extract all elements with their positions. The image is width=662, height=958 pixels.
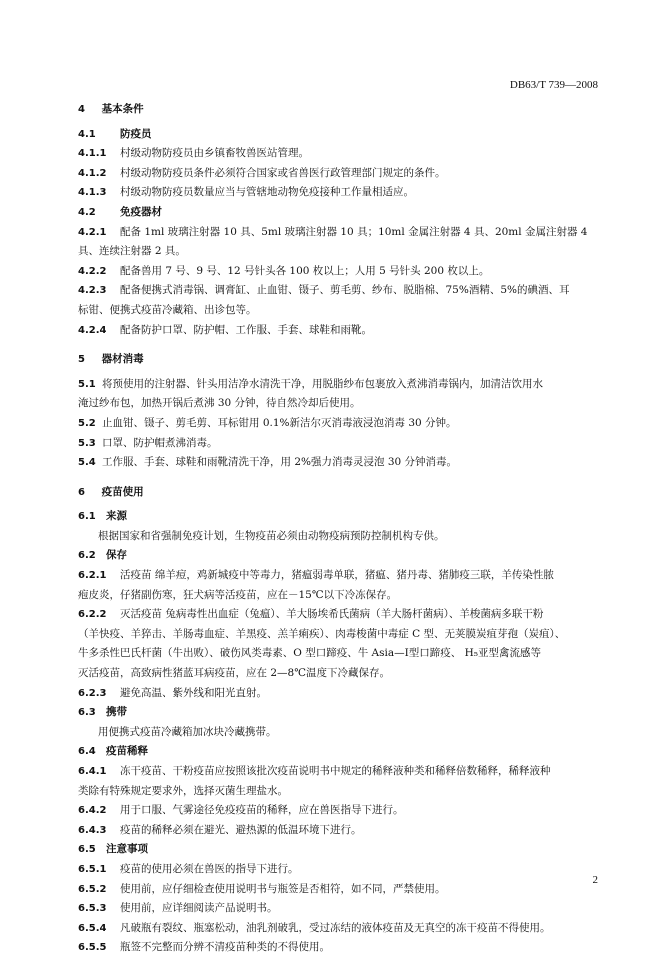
clause-text-continued: 灭活疫苗，高致病性猪蓝耳病疫苗，应在 2—8℃温度下冷藏保存。 — [78, 667, 390, 680]
clause-number: 4.2.3 — [78, 285, 107, 297]
clause — [78, 684, 598, 704]
clause — [78, 919, 598, 939]
clause-number: 6.4.3 — [78, 824, 107, 836]
clause — [78, 880, 598, 900]
clause-number: 6.5.4 — [78, 922, 107, 934]
clause-text: 配备防护口罩、防护帽、工作服、手套、球鞋和雨靴。 — [120, 323, 372, 336]
clause-number: 5.2 — [78, 417, 96, 429]
clause-text-continued: 标钳、便携式疫苗冷藏箱、出诊包等。 — [78, 303, 257, 316]
subsection-heading — [78, 703, 598, 723]
clause-text: 避免高温、紫外线和阳光直射。 — [120, 686, 267, 699]
clause — [78, 281, 598, 301]
clause-number: 6.5.5 — [78, 942, 107, 954]
clause — [78, 801, 598, 821]
clause-text: 村级动物防疫员由乡镇畜牧兽医站管理。 — [120, 147, 309, 160]
clause — [78, 860, 598, 880]
clause — [78, 321, 598, 341]
clause-text: 冻干疫苗、干粉疫苗应按照该批次疫苗说明书中规定的稀释液种类和稀释倍数稀释，稀释液种 — [120, 765, 551, 777]
section-number: 5 — [78, 354, 85, 366]
subsection-number: 6.4 — [78, 746, 96, 758]
clause-text: 疫苗的使用必须在兽医的指导下进行。 — [120, 862, 299, 875]
section-heading — [78, 483, 598, 503]
paragraph: 根据国家和省强制免疫计划，生物疫苗必须由动物疫病预防控制机构专供。 — [98, 529, 445, 542]
clause-number: 5.1 — [78, 378, 96, 390]
clause-text: 村级动物防疫员条件必须符合国家或省兽医行政管理部门规定的条件。 — [120, 166, 446, 179]
clause — [78, 821, 598, 841]
clause-text: 用于口服、气雾途径免疫疫苗的稀释，应在兽医指导下进行。 — [120, 804, 404, 817]
clause — [78, 899, 598, 919]
clause-number: 6.2.2 — [78, 609, 107, 621]
clause-text: 止血钳、镊子、剪毛剪、耳标钳用 0.1%新洁尔灭消毒液浸泡消毒 30 分钟。 — [102, 416, 457, 429]
paragraph: 用便携式疫苗冷藏箱加冰块冷藏携带。 — [98, 725, 277, 738]
subsection-title: 携带 — [106, 706, 127, 719]
clause-text: 将预使用的注射器、针头用洁净水清洗干净，用脱脂纱布包裹放入煮沸消毒锅内，加清洁饮用水 — [102, 377, 543, 390]
clause-text-continued: 类除有特殊规定要求外，选择灭菌生理盐水。 — [78, 784, 288, 797]
clause-text-continued: 牛多杀性巴氏杆菌（牛出败）、破伤风类毒素、O 型口蹄疫、牛 Asia—Ⅰ型口蹄疫、 H₅亚型禽流感等 — [78, 647, 541, 660]
subsection-number: 4.1 — [78, 128, 96, 140]
document-number: DB63/T 739—2008 — [509, 79, 598, 91]
clause-number: 4.1.1 — [78, 148, 107, 160]
clause — [78, 762, 598, 782]
clause-number: 5.3 — [78, 437, 96, 449]
clause — [78, 938, 598, 958]
clause-number: 5.4 — [78, 457, 96, 469]
section-number: 4 — [78, 104, 85, 115]
clause-text-continued: 淹过纱布包，加热开锅后煮沸 30 分钟，待自然冷却后使用。 — [78, 397, 361, 410]
subsection-title: 来源 — [106, 510, 127, 523]
clause — [78, 223, 598, 243]
subsection-title: 疫苗稀释 — [106, 745, 148, 758]
subsection-number: 6.2 — [78, 550, 96, 562]
clause-number: 6.4.2 — [78, 805, 107, 817]
page-number: 2 — [592, 874, 598, 886]
clause — [78, 183, 598, 203]
clause-number: 6.5.2 — [78, 883, 107, 895]
clause-number: 6.2.1 — [78, 570, 107, 582]
subsection-number: 6.3 — [78, 707, 96, 719]
subsection-number: 4.2 — [78, 206, 96, 218]
section-heading — [78, 350, 598, 370]
clause-text: 使用前，应详细阅读产品说明书。 — [120, 902, 278, 915]
clause — [78, 434, 598, 454]
clause — [78, 144, 598, 164]
clause-number: 6.5.1 — [78, 863, 107, 875]
section-heading — [78, 100, 598, 120]
subsection-number: 6.5 — [78, 844, 96, 856]
clause-number: 6.5.3 — [78, 903, 107, 915]
section-number: 6 — [78, 486, 85, 498]
clause-number: 4.2.2 — [78, 265, 107, 277]
clause — [78, 566, 598, 586]
clause-text: 村级动物防疫员数量应当与管辖地动物免疫接种工作量相适应。 — [120, 186, 414, 199]
subsection-title: 注意事项 — [106, 843, 148, 856]
clause-number: 6.2.3 — [78, 687, 107, 699]
clause-text: 活疫苗 绵羊痘，鸡新城疫中等毒力，猪瘟弱毒单联，猪瘟、猪丹毒、猪肺疫三联，羊传染性脓 — [120, 569, 554, 582]
subsection-heading — [78, 203, 598, 223]
subsection-title: 保存 — [106, 549, 127, 562]
subsection-heading — [78, 840, 598, 860]
subsection-heading — [78, 507, 598, 527]
subsection-title: 防疫员 — [120, 127, 152, 140]
clause — [78, 262, 598, 282]
subsection-heading — [78, 546, 598, 566]
clause-number: 4.2.4 — [78, 324, 107, 336]
subsection-heading — [78, 742, 598, 762]
clause-number: 4.2.1 — [78, 226, 107, 238]
clause — [78, 414, 598, 434]
clause-text-continued: 具、连续注射器 2 具。 — [78, 245, 186, 258]
clause-text: 灭活疫苗 兔病毒性出血症（兔瘟）、羊大肠埃希氏菌病（羊大肠杆菌病）、羊梭菌病多联干粉 — [120, 608, 544, 621]
clause — [78, 375, 598, 395]
subsection-heading — [78, 125, 598, 145]
clause-text: 配备兽用 7 号、9 号、12 号针头各 100 枚以上；人用 5 号针头 200 枚以上。 — [120, 264, 490, 277]
clause-text-continued: 疱皮炎，仔猪副伤寒，狂犬病等活疫苗，应在－15℃以下冷冻保存。 — [78, 588, 398, 601]
clause — [78, 453, 598, 473]
clause — [78, 164, 598, 184]
clause-text: 疫苗的稀释必须在避光、避热源的低温环境下进行。 — [120, 823, 362, 836]
clause-number: 6.4.1 — [78, 766, 107, 777]
clause-text: 凡破瓶有裂纹、瓶塞松动，油乳剂破乳，受过冻结的液体疫苗及无真空的冻干疫苗不得使用。 — [120, 921, 551, 934]
clause-number: 4.1.2 — [78, 167, 107, 179]
clause-text: 口罩、防护帽煮沸消毒。 — [102, 436, 218, 449]
subsection-title: 免疫器材 — [120, 205, 162, 218]
clause-text: 工作服、手套、球鞋和雨靴清洗干净，用 2%强力消毒灵浸泡 30 分钟消毒。 — [102, 456, 458, 469]
document-body — [78, 100, 598, 958]
clause — [78, 605, 598, 625]
section-title: 基本条件 — [101, 103, 144, 115]
subsection-number: 6.1 — [78, 511, 96, 523]
section-title: 疫苗使用 — [101, 485, 144, 498]
clause-text-continued: （羊快疫、羊猝击、羊肠毒血症、羊黑疫、羔羊痢疾）、肉毒梭菌中毒症 C 型、无荚膜炭疽芽孢（炭疽）、 — [78, 627, 566, 640]
section-title: 器材消毒 — [101, 353, 144, 366]
clause-text: 配备便携式消毒锅、调膏缸、止血钳、镊子、剪毛剪、纱布、脱脂棉、75%酒精、5%的碘酒、耳 — [120, 284, 570, 297]
clause-text: 使用前，应仔细检查使用说明书与瓶签是否相符，如不同，严禁使用。 — [120, 882, 446, 895]
clause-number: 4.1.3 — [78, 187, 107, 199]
clause-text: 配备 1ml 玻璃注射器 10 具、5ml 玻璃注射器 10 具；10ml 金属注射器 4 具、20ml 金属注射器 4 — [120, 225, 588, 238]
clause-text: 瓶签不完整而分辨不清疫苗种类的不得使用。 — [120, 941, 330, 954]
